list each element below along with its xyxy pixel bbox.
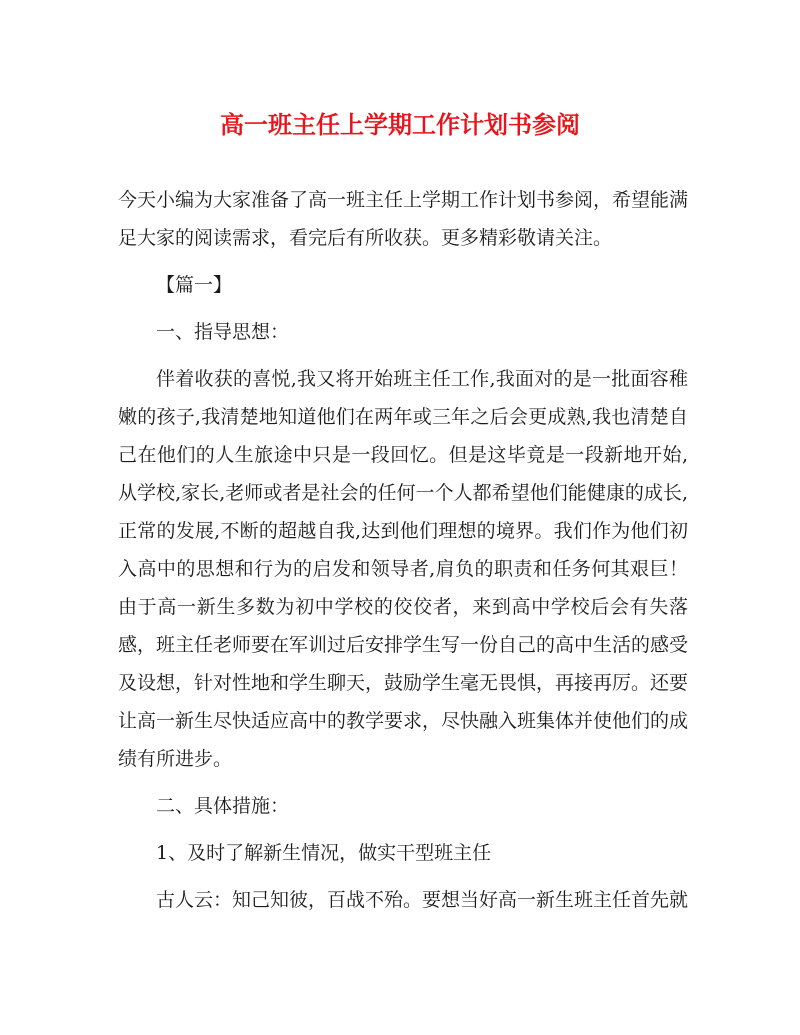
- subheading-measure-1: 1、及时了解新生情况，做实干型班主任: [156, 842, 492, 864]
- document-body: [118, 181, 688, 928]
- document-title: 高一班主任上学期工作计划书参阅: [220, 110, 580, 139]
- intro-paragraph: 今天小编为大家准备了高一班主任上学期工作计划书参阅，希望能满足大家的阅读需求，看完后有所收获。更多精彩敬请关注。: [118, 189, 689, 249]
- paragraph-measure-1: 古人云：知己知彼，百战不殆。要想当好高一新生班主任首先就: [156, 889, 689, 911]
- paragraph-guiding-thought: 伴着收获的喜悦,我又将开始班主任工作,我面对的是一批面容稚嫩的孩子,我清楚地知道他们在两年或三年之后会更成熟,我也清楚自己在他们的人生旅途中只是一段回忆。但是这毕竟是一段新地开始,从学校,家长,老师或者是社会的任何一个人都希望他们能健康的成长,正常的发展,不断的超越自我,达到他们理想的境界。我们作为他们初入高中的思想和行为的启发和领导者,肩负的职责和任务何其艰巨！由于高一新生多数为初中学校的佼佼者，来到高中学校后会有失落感，班主任老师要在军训过后安排学生写一份自己的高中生活的感受及设想，针对性地和学生聊天，鼓励学生毫无畏惧，再接再厉。还要让高一新生尽快适应高中的教学要求，尽快融入班集体并使他们的成绩有所进步。: [118, 368, 689, 770]
- heading-specific-measures: 二、具体措施：: [156, 795, 290, 817]
- heading-guiding-thought: 一、指导思想：: [156, 321, 290, 343]
- section-label: 【篇一】: [156, 274, 233, 296]
